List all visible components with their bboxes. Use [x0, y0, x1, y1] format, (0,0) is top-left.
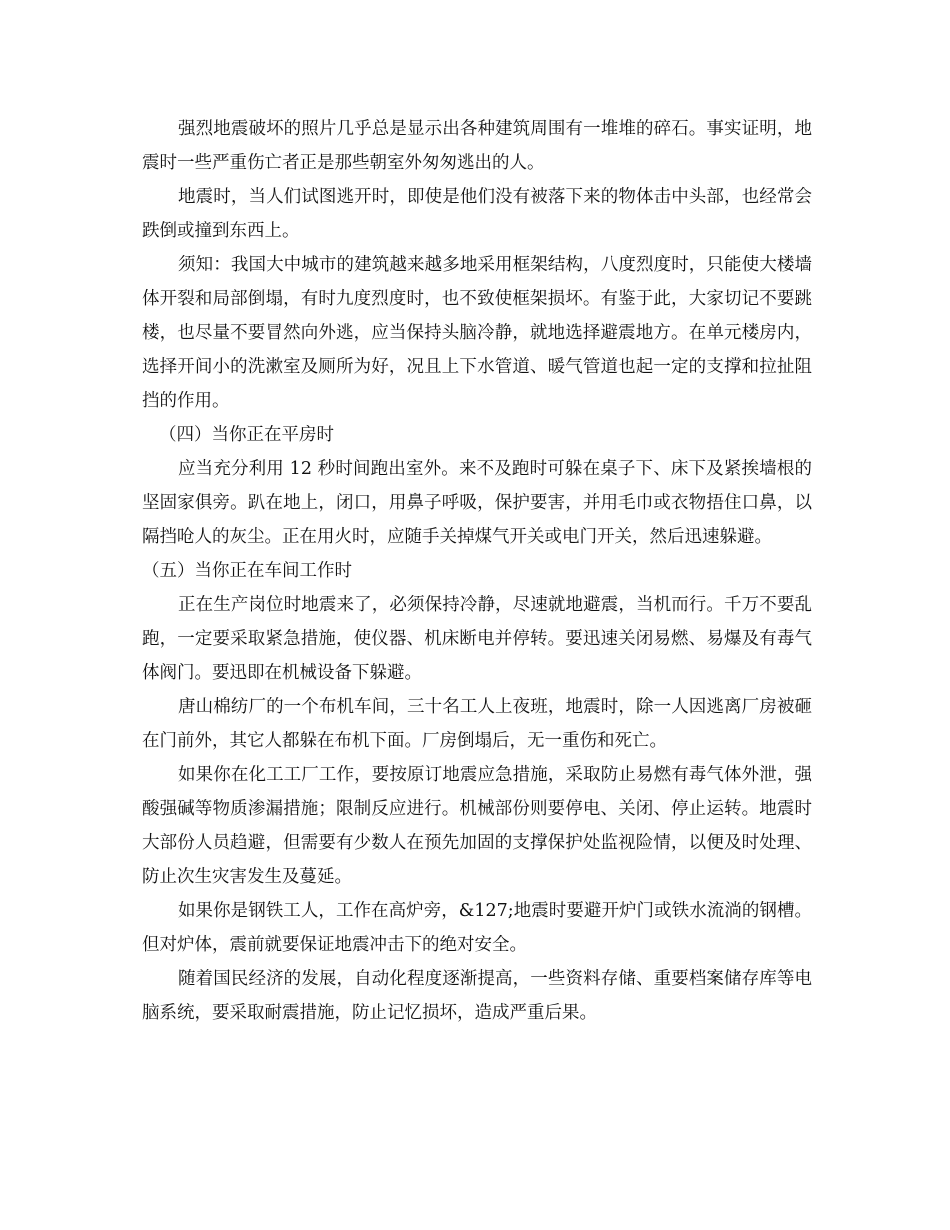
section-heading-bungalow: （四）当你正在平房时 [159, 425, 334, 445]
document-page [142, 112, 812, 1030]
paragraph-chemical-plant: 如果你在化工工厂工作，要按原订地震应急措施，采取防止易燃有毒气体外泄，强酸强碱等物质渗漏措施；限制反应进行。机械部份则要停电、关闭、停止运转。地震时大部份人员趋避，但需要有少数人在预先加固的支撑保护处监视险情，以便及时处理、防止次生灾害发生及蔓延。 [142, 765, 812, 887]
paragraph-workshop-advice: 正在生产岗位时地震来了，必须保持冷静，尽速就地避震，当机而行。千万不要乱跑，一定要采取紧急措施，使仪器、机床断电并停转。要迅速关闭易燃、易爆及有毒气体阀门。要迅即在机械设备下躲避。 [142, 595, 812, 683]
paragraph-frame-structure-note: 须知：我国大中城市的建筑越来越多地采用框架结构，八度烈度时，只能使大楼墙体开裂和局部倒塌，有时九度烈度时，也不致使框架损坏。有鉴于此，大家切记不要跳楼，也尽量不要冒然向外逃，应当保持头脑冷静，就地选择避震地方。在单元楼房内，选择开间小的洗漱室及厕所为好，况且上下水管道、暖气管道也起一定的支撑和拉扯阻挡的作用。 [142, 255, 812, 411]
paragraph-tangshan-example: 唐山棉纺厂的一个布机车间，三十名工人上夜班，地震时，除一人因逃离厂房被砸在门前外，其它人都躲在布机下面。厂房倒塌后，无一重伤和死亡。 [142, 697, 812, 751]
paragraph-rubble-photos: 强烈地震破坏的照片几乎总是显示出各种建筑周围有一堆堆的碎石。事实证明，地震时一些严重伤亡者正是那些朝室外匆匆逃出的人。 [142, 119, 812, 173]
paragraph-bungalow-advice: 应当充分利用 12 秒时间跑出室外。来不及跑时可躲在桌子下、床下及紧挨墙根的坚固家俱旁。趴在地上，闭口，用鼻子呼吸，保护要害，并用毛巾或衣物捂住口鼻，以隔挡呛人的灰尘。正在用火时，应随手关掉煤气开关或电门开关，然后迅速躲避。 [142, 459, 812, 547]
section-heading-workshop: （五）当你正在车间工作时 [142, 561, 352, 581]
paragraph-computer-systems: 随着国民经济的发展，自动化程度逐渐提高，一些资料存储、重要档案储存库等电脑系统，要采取耐震措施，防止记忆损坏，造成严重后果。 [142, 969, 812, 1023]
paragraph-steel-worker: 如果你是钢铁工人，工作在高炉旁，&127;地震时要避开炉门或铁水流淌的钢槽。但对炉体，震前就要保证地震冲击下的绝对安全。 [142, 901, 812, 955]
paragraph-falling-when-fleeing: 地震时，当人们试图逃开时，即使是他们没有被落下来的物体击中头部，也经常会跌倒或撞到东西上。 [142, 187, 812, 241]
